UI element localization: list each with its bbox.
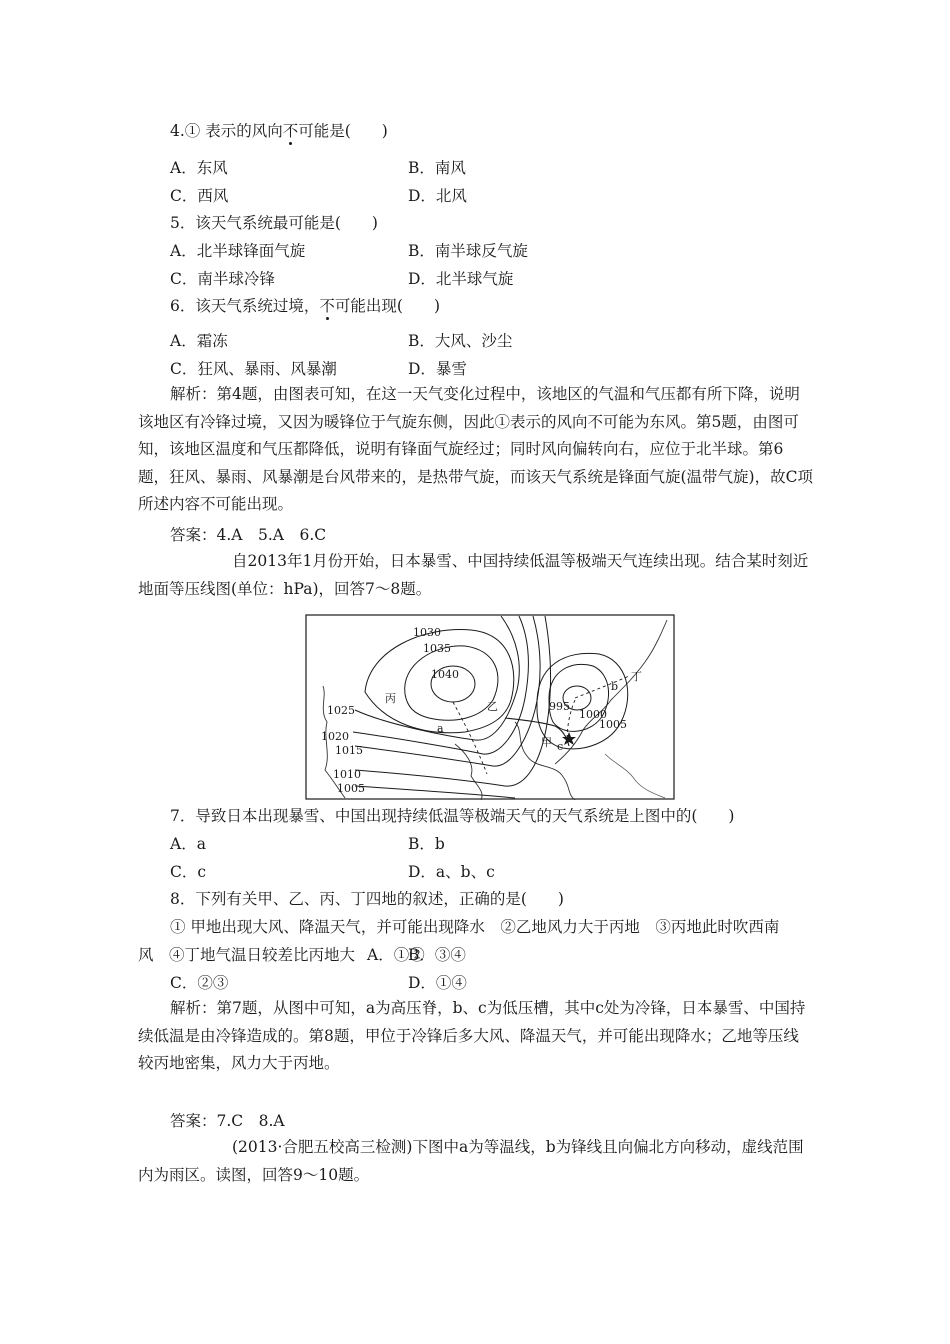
label-1040: 1040 [431,668,459,681]
intro-7-8: 自2013年1月份开始，日本暴雪、中国持续低温等极端天气连续出现。结合某时刻近地面等压线图(单位：hPa)，回答7～8题。 [138,552,809,598]
q8-option-a: A．①② [367,946,425,964]
q7-option-a: A．a [170,835,206,853]
q7-option-c: C．c [170,863,207,881]
q4-option-c: C．西风 [170,187,229,205]
q4-stem [170,121,388,141]
q6-option-c: C．狂风、暴雨、风暴潮 [170,360,337,378]
label-995: 995 [549,700,570,713]
isobar-map-svg [305,614,675,800]
label-1035: 1035 [423,642,451,655]
q5-option-a: A．北半球锋面气旋 [170,242,306,260]
q4-option-a: A．东风 [170,159,228,177]
q6-option-d: D．暴雪 [408,360,467,378]
intro-9-10: (2013·合肥五校高三检测)下图中a为等温线，b为锋线且向偏北方向移动，虚线范围内为雨区。读图，回答9～10题。 [138,1138,804,1184]
q6-option-a: A．霜冻 [170,332,228,350]
label-1010: 1010 [333,768,361,781]
answer-4-6: 答案：4.A 5.A 6.C [170,526,327,544]
q7-stem: 7．导致日本出现暴雪、中国出现持续低温等极端天气的天气系统是上图中的( ) [170,807,735,825]
q6-stem [170,296,440,316]
q6-stem-tail: 可能出现( ) [334,297,440,315]
q4-option-d: D．北风 [408,187,467,205]
q8-option-b: B．③④ [408,946,466,964]
label-1005-east: 1005 [599,718,627,731]
q4-stem-tail: 可能是( ) [298,122,388,140]
label-1020: 1020 [321,730,349,743]
answer-7-8: 答案：7.C 8.A [170,1112,285,1130]
place-ding: 丁 [631,670,642,683]
label-1000: 1000 [579,708,607,721]
q5-option-d: D．北半球气旋 [408,270,514,288]
q6-stem-text: 6．该天气系统过境， [170,297,320,315]
q4-stem-emphasis: 不 [282,122,299,140]
label-1005-west: 1005 [337,782,365,795]
label-1025: 1025 [327,704,355,717]
letter-b: b [611,680,619,693]
isobar-map [305,614,675,800]
place-yi: 乙 [487,700,498,713]
letter-a: a [437,722,444,735]
q8-statements-line2 [138,945,425,965]
q4-stem-text: 4.① 表示的风向 [170,122,283,140]
q5-stem: 5．该天气系统最可能是( ) [170,214,378,232]
analysis-7-8: 解析：第7题，从图中可知，a为高压脊，b、c为低压槽，其中c处为冷锋，日本暴雪、中国持续低温是由冷锋造成的。第8题，甲位于冷锋后多大风、降温天气，并可能出现降水；乙地等压线较丙地密集，风力大于丙地。 [138,999,806,1072]
label-1015: 1015 [335,744,363,757]
q6-stem-emphasis: 不 [319,297,335,315]
label-1030: 1030 [413,626,441,639]
place-jia: 甲 [541,736,552,749]
letter-c: c [557,740,564,753]
q8-statements-line1: ① 甲地出现大风、降温天气，并可能出现降水 ②乙地风力大于丙地 ③丙地此时吹西南 [170,918,780,936]
place-bing: 丙 [385,692,396,705]
analysis-4-6: 解析：第4题，由图表可知，在这一天气变化过程中，该地区的气温和气压都有所下降，说明该地区有冷锋过境，又因为暖锋位于气旋东侧，因此①表示的风向不可能为东风。第5题，由图可知，该地区温度和气压都降低，说明有锋面气旋经过；同时风向偏转向右，应位于北半球。第6题，狂风、暴雨、风暴潮是台风带来的，是热带气旋，而该天气系统是锋面气旋(温带气旋)，故C项所述内容不可能出现。 [138,385,813,513]
q7-option-b: B．b [408,835,445,853]
q8-option-d: D．①④ [408,974,467,992]
q8-statements-line2-text: 风 ④丁地气温日较差比丙地大 [138,946,356,964]
q6-option-b: B．大风、沙尘 [408,332,513,350]
q5-option-b: B．南半球反气旋 [408,242,528,260]
q7-option-d: D．a、b、c [408,863,495,881]
q8-option-c: C．②③ [170,974,229,992]
q5-option-c: C．南半球冷锋 [170,270,275,288]
q8-stem: 8．下列有关甲、乙、丙、丁四地的叙述，正确的是( ) [170,890,564,908]
q4-option-b: B．南风 [408,159,466,177]
